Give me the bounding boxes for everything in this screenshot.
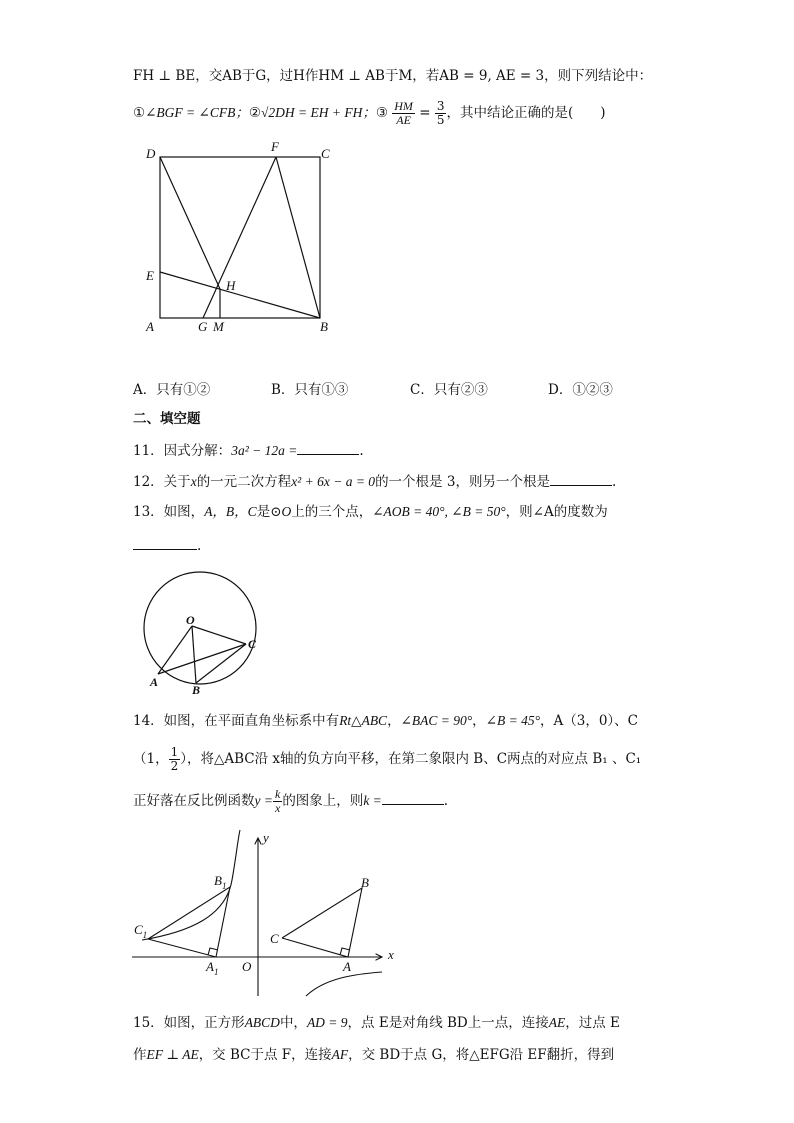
label-c: C — [248, 637, 257, 651]
label-a: A — [146, 319, 154, 334]
label-a1: $A_1$ — [206, 959, 219, 977]
hyperbola-branch-4th-quadrant — [306, 972, 382, 996]
label-a: A — [343, 959, 351, 974]
label-b: B — [192, 683, 201, 697]
label-b1: $B_1$ — [214, 873, 227, 891]
label-y: y — [263, 830, 269, 845]
segment-bc — [196, 644, 246, 683]
question-14-line3: 正好落在反比例函数y = $\frac{k}{x}$ 的图象上，则k = . — [133, 787, 449, 815]
question-12: 12．关于x的一元二次方程x² + 6x − a = 0的一个根是 3，则另一个根是 . — [133, 471, 616, 492]
statement-1-marker: ① — [133, 105, 146, 121]
option-d[interactable]: D．①②③ — [548, 382, 613, 398]
label-f: F — [271, 139, 279, 154]
question-13-line2: . — [133, 535, 201, 556]
statement-3-marker: ③ — [375, 105, 388, 121]
question-11: 11．因式分解：3a² − 12a = . — [133, 440, 364, 461]
q12-equation: x² + 6x − a = 0 — [291, 474, 376, 489]
label-c: C — [321, 146, 330, 161]
segment-fb — [276, 157, 320, 318]
segment-gf — [203, 157, 276, 318]
option-c[interactable]: C．只有②③ — [410, 382, 488, 398]
answer-blank-14[interactable] — [382, 790, 444, 805]
question-13-line1: 13．如图，A，B，C是⊙O上的三个点，∠AOB = 40°, ∠B = 50°，则∠A的度数为 — [133, 504, 608, 520]
answer-blank-11[interactable] — [297, 440, 359, 455]
q13-circle-figure — [130, 570, 270, 700]
question-14-line2: （1， $\frac{1}{2}$ ），将△ABC沿 x轴的负方向平移，在第二象限内 B、C两点的对应点 B₁ 、C₁ — [133, 745, 642, 773]
label-g: G — [198, 319, 208, 334]
q10-condition-text: FH ⊥ BE，交AB于G，过H作HM ⊥ AB于M，若AB = 9, AE = 3，则下列结论中： — [133, 68, 653, 84]
segment-de — [160, 157, 220, 289]
fraction-three-fifths: $\frac{3}{5}$ — [436, 99, 445, 127]
label-b: B — [320, 319, 328, 334]
q13-angles: ∠AOB = 40°, ∠B = 50° — [372, 504, 506, 519]
q14-coordinate-figure — [130, 828, 400, 1003]
label-c: C — [270, 931, 279, 946]
q11-expression: 3a² − 12a = — [231, 443, 298, 458]
label-m: M — [213, 319, 224, 334]
segment-oa — [158, 626, 192, 674]
segment-eb — [160, 272, 320, 318]
label-e: E — [146, 268, 154, 283]
label-x: x — [388, 947, 394, 962]
q10-square-figure — [140, 140, 340, 340]
option-a[interactable]: A．只有①② — [133, 382, 211, 398]
section-heading: 二、填空题 — [133, 411, 201, 427]
fraction-k-over-x: $\frac{k}{x}$ — [274, 787, 281, 815]
label-c1: $C_1$ — [134, 922, 148, 940]
question-15-line2: 作EF ⊥ AE，交 BC于点 F，连接AF，交 BD于点 G，将△EFG沿 EF翻折，得到 — [133, 1047, 615, 1063]
label-b: B — [361, 875, 369, 890]
q10-line1 — [133, 66, 652, 86]
statement-2-marker: ② — [248, 105, 261, 121]
circle-o — [144, 572, 256, 684]
statement-1: ∠BGF = ∠CFB； — [145, 105, 249, 120]
option-b[interactable]: B．只有①③ — [271, 382, 349, 398]
statement-2: √2DH = EH + FH； — [260, 105, 376, 120]
label-o: O — [242, 959, 252, 974]
q10-question-end: ，其中结论正确的是( ) — [446, 105, 606, 121]
segment-ob — [192, 626, 196, 683]
answer-blank-12[interactable] — [550, 471, 612, 486]
question-15-line1: 15．如图，正方形ABCD中，AD = 9，点 E是对角线 BD上一点，连接AE，过点 E — [133, 1015, 620, 1031]
fraction-hm-ae: $\frac{HM}{AE}$ — [394, 99, 413, 127]
triangle-a1b1c1 — [148, 887, 230, 957]
segment-ac — [158, 644, 246, 674]
answer-blank-13[interactable] — [133, 535, 197, 550]
label-a: A — [150, 675, 159, 689]
segment-oc — [192, 626, 246, 644]
q10-line2: ①∠BGF = ∠CFB；②√2DH = EH + FH；③ $\frac{HM}{AE}$ = $\frac{3}{5}$ ，其中结论正确的是( ) — [133, 99, 606, 127]
label-d: D — [146, 146, 156, 161]
fraction-one-half: $\frac{1}{2}$ — [170, 745, 179, 773]
label-o: O — [186, 613, 195, 627]
label-h: H — [226, 278, 236, 293]
question-14-line1: 14．如图，在平面直角坐标系中有Rt△ABC，∠BAC = 90°，∠B = 45°，A（3，0）、C — [133, 713, 638, 729]
triangle-abc — [282, 888, 362, 957]
